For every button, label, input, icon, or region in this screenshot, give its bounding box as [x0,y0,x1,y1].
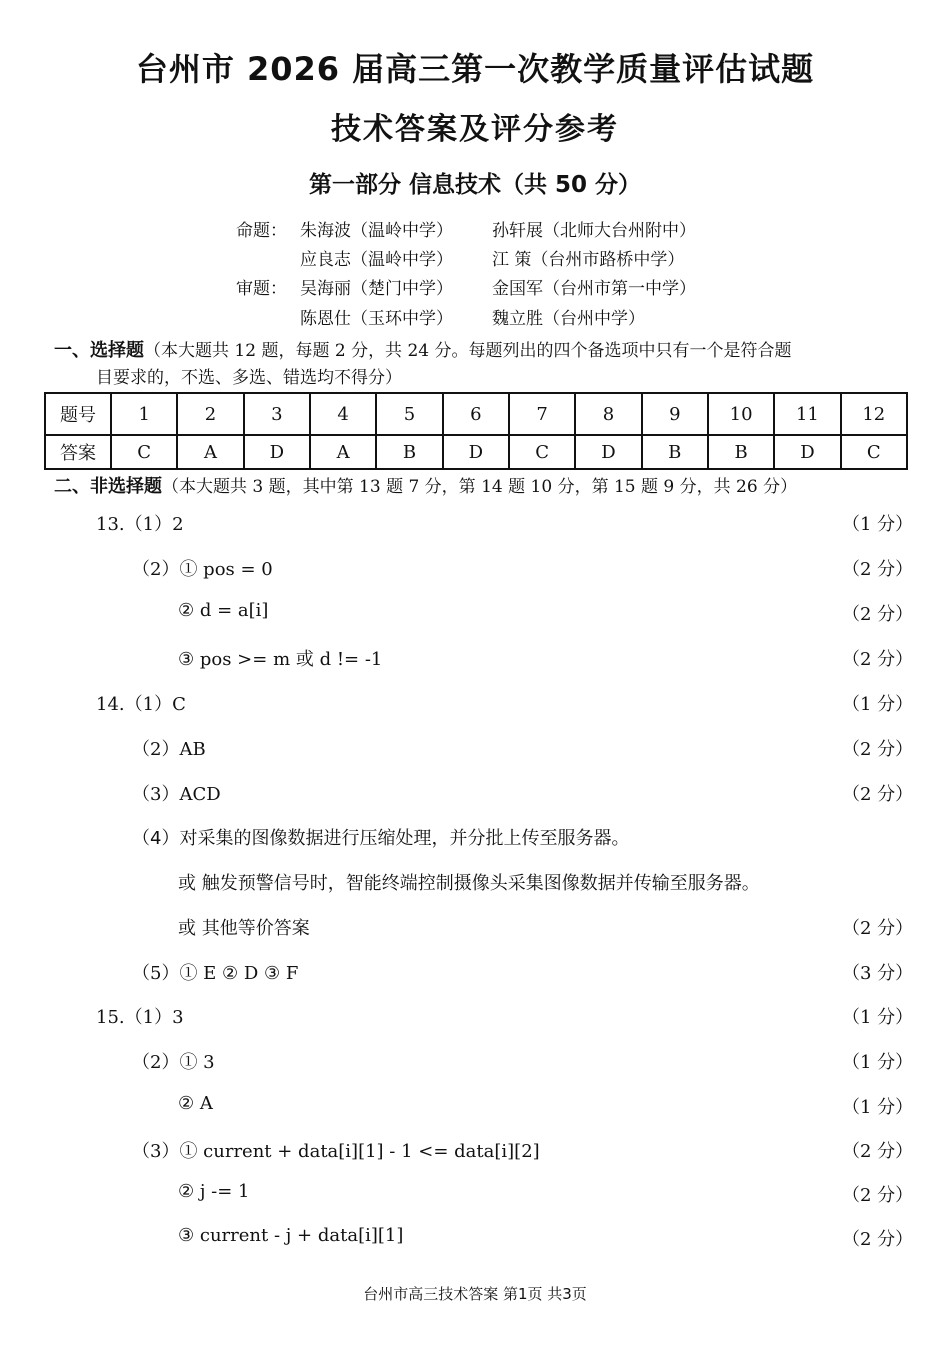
score-q14-4: （2 分） [842,918,914,939]
question-number: 3 [244,393,310,435]
answer-line-q15-2b: ② A [178,1093,213,1114]
page-footer: 台州市高三技术答案 第1页 共3页 [363,1285,587,1303]
shenti-author-2: 金国军（台州市第一中学） [492,279,696,299]
answer-cell: D [244,435,310,469]
shenti-author-1: 吴海丽（楚门中学） [300,279,453,299]
answer-cell: D [443,435,509,469]
question-number: 7 [509,393,575,435]
document-subtitle: 技术答案及评分参考 [331,112,619,147]
answer-line-q13-2b: ② d = a[i] [178,600,269,621]
score-q15-3b: （2 分） [842,1185,914,1206]
part-heading: 第一部分 信息技术（共 50 分） [308,172,642,198]
question-number: 12 [841,393,907,435]
answer-line-q14-2: （2）AB [132,739,206,760]
section2-title: 二、非选择题 [54,476,162,497]
answer-line-q14-1: 14.（1）C [96,694,186,715]
score-q15-1: （1 分） [842,1007,914,1028]
row-label-question: 题号 [45,393,111,435]
answer-line-q15-3b: ② j -= 1 [178,1181,250,1202]
mingti-author-1: 朱海波（温岭中学） [300,221,453,241]
question-number: 8 [575,393,641,435]
answer-line-q14-4-alt2: 或 其他等价答案 [178,918,310,939]
score-q14-5: （3 分） [842,963,914,984]
question-number: 11 [774,393,840,435]
shenti-author-4: 魏立胜（台州中学） [492,309,645,329]
score-q13-2c: （2 分） [842,649,914,670]
section1-title: 一、选择题 [54,340,144,361]
score-q14-3: （2 分） [842,784,914,805]
shenti-label: 审题： [236,279,287,299]
answer-cell: D [575,435,641,469]
row-label-answer: 答案 [45,435,111,469]
answer-cell: B [642,435,708,469]
answer-table [44,392,908,470]
question-number: 2 [177,393,243,435]
section1-desc-line2: 目要求的，不选、多选、错选均不得分） [96,368,402,388]
score-q14-2: （2 分） [842,739,914,760]
shenti-author-3: 陈恩仕（玉环中学） [300,309,453,329]
answer-line-q13-1: 13.（1）2 [96,514,184,535]
answer-line-q14-5: （5）① E ② D ③ F [132,963,299,984]
score-q14-1: （1 分） [842,694,914,715]
answer-cell: C [509,435,575,469]
answer-cell: B [708,435,774,469]
mingti-label: 命题： [236,221,287,241]
answer-line-q13-2c: ③ pos >= m 或 d != -1 [178,649,383,670]
section2-heading [54,472,797,498]
answer-cell: C [111,435,177,469]
answer-line-q15-2: （2）① 3 [132,1052,215,1073]
score-q13-2b: （2 分） [842,604,914,625]
section2-desc: （本大题共 3 题，其中第 13 题 7 分，第 14 题 10 分，第 15 题 9 分，共 26 分） [162,477,798,497]
answer-line-q13-2: （2）① pos = 0 [132,559,273,580]
score-q15-3: （2 分） [842,1141,914,1162]
question-number: 1 [111,393,177,435]
score-q15-3c: （2 分） [842,1229,914,1250]
answer-line-q14-4-alt1: 或 触发预警信号时，智能终端控制摄像头采集图像数据并传输至服务器。 [178,873,760,894]
answer-line-q15-3: （3）① current + data[i][1] - 1 <= data[i][2] [132,1141,540,1162]
score-q15-2: （1 分） [842,1052,914,1073]
question-number: 4 [310,393,376,435]
answer-line-q15-3c: ③ current - j + data[i][1] [178,1225,404,1246]
document-title: 台州市 2026 届高三第一次教学质量评估试题 [135,50,815,88]
answer-cell: D [774,435,840,469]
question-number-row [45,393,907,435]
mingti-author-2: 孙轩展（北师大台州附中） [492,221,696,241]
answer-cell: A [310,435,376,469]
answer-cell: B [376,435,442,469]
answer-cell: C [841,435,907,469]
answer-row [45,435,907,469]
mingti-author-3: 应良志（温岭中学） [300,250,453,270]
answer-line-q15-1: 15.（1）3 [96,1007,184,1028]
answer-cell: A [177,435,243,469]
section1-heading [54,336,792,362]
score-q13-2: （2 分） [842,559,914,580]
answer-line-q14-3: （3）ACD [132,784,221,805]
question-number: 9 [642,393,708,435]
question-number: 6 [443,393,509,435]
mingti-author-4: 江 策（台州市路桥中学） [492,250,685,270]
question-number: 10 [708,393,774,435]
score-q13-1: （1 分） [842,514,914,535]
answer-line-q14-4: （4）对采集的图像数据进行压缩处理，并分批上传至服务器。 [132,828,630,849]
section1-desc: （本大题共 12 题，每题 2 分，共 24 分。每题列出的四个备选项中只有一个是符合题 [144,341,792,361]
question-number: 5 [376,393,442,435]
score-q15-2b: （1 分） [842,1097,914,1118]
